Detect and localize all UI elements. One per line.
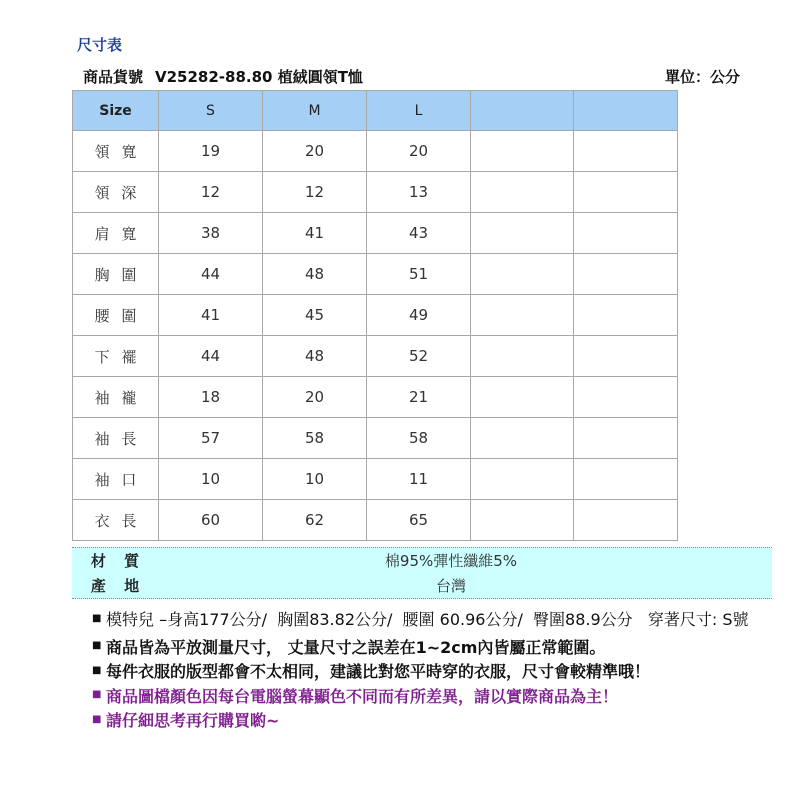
measure-value-m: 58: [263, 418, 367, 459]
measure-label: 袖 口: [73, 459, 159, 500]
measure-row: [73, 459, 678, 500]
measure-value-l: 65: [367, 500, 471, 541]
measure-row: [73, 172, 678, 213]
material-value: 棉95%彈性纖維5%: [384, 552, 518, 570]
measure-value-s: 44: [159, 254, 263, 295]
unit-label: 單位：公分: [664, 68, 740, 86]
size-table: [72, 90, 678, 541]
measure-row: [73, 500, 678, 541]
measure-row: [73, 131, 678, 172]
origin-value: 台灣: [435, 577, 466, 595]
empty-cell: [574, 172, 678, 213]
measure-value-l: 49: [367, 295, 471, 336]
size-chart-content: [72, 90, 772, 734]
measure-value-s: 10: [159, 459, 263, 500]
measure-value-l: 13: [367, 172, 471, 213]
fabric-row-origin: [72, 573, 772, 598]
measure-value-m: 41: [263, 213, 367, 254]
empty-cell: [574, 500, 678, 541]
measure-value-l: 51: [367, 254, 471, 295]
measure-row: [73, 295, 678, 336]
measure-value-s: 38: [159, 213, 263, 254]
note-text-color: 商品圖檔顏色因每台電腦螢幕顯色不同而有所差異，請以實際商品為主！: [106, 686, 619, 706]
note-text-consider: 請仔細思考再行購買喲~: [106, 711, 280, 730]
empty-header-cell: [471, 91, 574, 131]
size-header-m: M: [263, 91, 367, 131]
square-bullet-icon: ■: [92, 612, 102, 624]
empty-cell: [471, 131, 574, 172]
measure-label: 領 深: [73, 172, 159, 213]
measure-value-s: 41: [159, 295, 263, 336]
measure-value-s: 44: [159, 336, 263, 377]
measure-value-s: 19: [159, 131, 263, 172]
measure-value-s: 12: [159, 172, 263, 213]
material-label: 材 質: [90, 552, 140, 570]
measure-value-l: 58: [367, 418, 471, 459]
size-header-s: S: [159, 91, 263, 131]
measure-row: [73, 377, 678, 418]
note-text-measurement: 商品皆為平放測量尺寸， 丈量尺寸之誤差在1~2cm內皆屬正常範圍。: [106, 637, 606, 657]
measure-row: [73, 213, 678, 254]
empty-cell: [574, 336, 678, 377]
measure-label: 領 寬: [73, 131, 159, 172]
empty-cell: [471, 377, 574, 418]
empty-cell: [574, 377, 678, 418]
empty-cell: [471, 213, 574, 254]
measure-label: 腰 圍: [73, 295, 159, 336]
measure-value-m: 62: [263, 500, 367, 541]
notes-list: [72, 608, 772, 734]
empty-cell: [574, 418, 678, 459]
note-item: [92, 636, 772, 661]
empty-cell: [471, 459, 574, 500]
measure-label: 袖 襱: [73, 377, 159, 418]
empty-header-cell: [574, 91, 678, 131]
measure-value-m: 48: [263, 336, 367, 377]
note-item: [92, 660, 772, 685]
product-name: V25282-88.80 植絨圓領T恤: [155, 68, 363, 86]
measure-value-l: 21: [367, 377, 471, 418]
measure-label: 下 襬: [73, 336, 159, 377]
product-line: [83, 68, 363, 86]
empty-cell: [471, 418, 574, 459]
empty-cell: [471, 254, 574, 295]
empty-cell: [574, 254, 678, 295]
empty-cell: [574, 213, 678, 254]
size-header-label: Size: [73, 91, 159, 131]
measure-value-m: 45: [263, 295, 367, 336]
fabric-info-box: [72, 547, 772, 599]
empty-cell: [471, 295, 574, 336]
measure-row: [73, 254, 678, 295]
measure-value-l: 11: [367, 459, 471, 500]
measure-value-l: 43: [367, 213, 471, 254]
empty-cell: [574, 295, 678, 336]
square-bullet-icon: ■: [92, 713, 102, 725]
measure-label: 袖 長: [73, 418, 159, 459]
note-text-fit: 每件衣服的版型都會不太相同，建議比對您平時穿的衣服，尺寸會較精準哦！: [106, 662, 651, 681]
origin-label: 產 地: [90, 577, 140, 595]
measure-value-l: 20: [367, 131, 471, 172]
measure-value-m: 20: [263, 377, 367, 418]
square-bullet-icon: ■: [92, 640, 102, 651]
square-bullet-icon: ■: [92, 689, 102, 700]
measure-value-m: 48: [263, 254, 367, 295]
product-code-label: 商品貨號: [83, 68, 144, 86]
fabric-row-material: [72, 548, 772, 573]
measure-row: [73, 418, 678, 459]
note-item: [92, 709, 772, 734]
note-item: [92, 685, 772, 710]
measure-value-m: 10: [263, 459, 367, 500]
size-header-row: [73, 91, 678, 131]
empty-cell: [471, 500, 574, 541]
note-text-model: 模特兒 –身高177公分/ 胸圍83.82公分/ 腰圍 60.96公分/ 臀圍88.9公分 穿著尺寸: S號: [106, 610, 749, 629]
measure-value-l: 52: [367, 336, 471, 377]
measure-label: 胸 圍: [73, 254, 159, 295]
empty-cell: [471, 336, 574, 377]
page-title: 尺寸表: [77, 36, 123, 54]
note-item: [92, 608, 772, 633]
measure-value-m: 12: [263, 172, 367, 213]
measure-row: [73, 336, 678, 377]
measure-value-s: 57: [159, 418, 263, 459]
measure-value-s: 18: [159, 377, 263, 418]
measure-label: 衣 長: [73, 500, 159, 541]
measure-value-s: 60: [159, 500, 263, 541]
size-header-l: L: [367, 91, 471, 131]
square-bullet-icon: ■: [92, 664, 102, 676]
measure-label: 肩 寬: [73, 213, 159, 254]
measure-value-m: 20: [263, 131, 367, 172]
empty-cell: [471, 172, 574, 213]
empty-cell: [574, 459, 678, 500]
empty-cell: [574, 131, 678, 172]
